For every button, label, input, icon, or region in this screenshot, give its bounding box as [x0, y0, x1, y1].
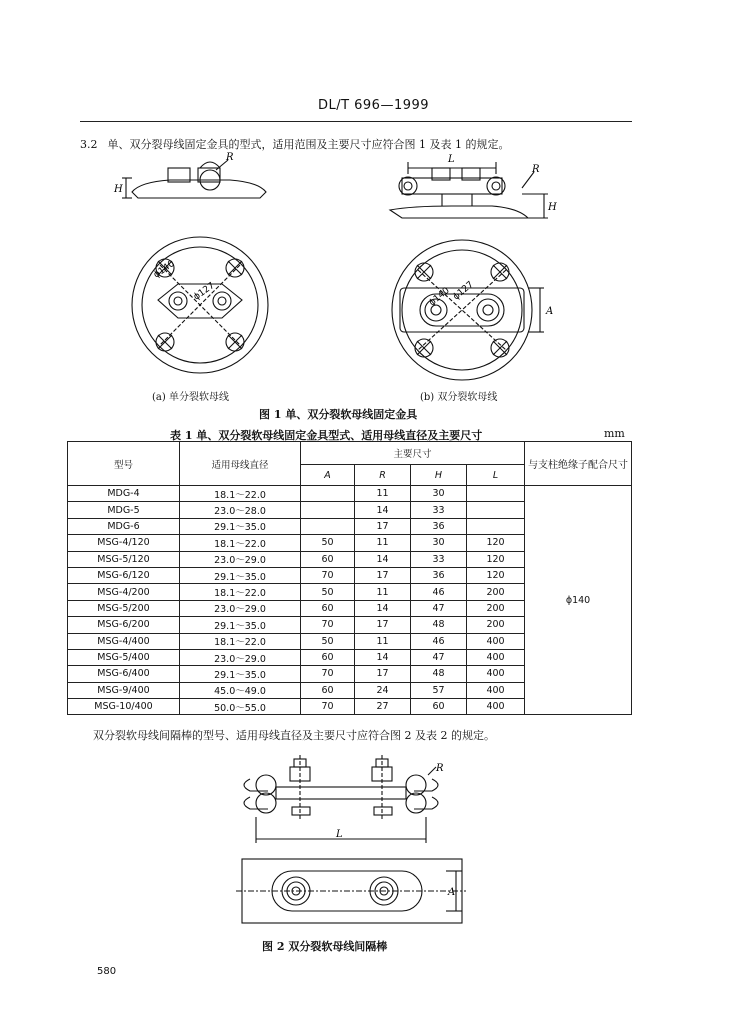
cell-h: 48 — [411, 666, 467, 682]
cell-diameter: 23.0～29.0 — [180, 600, 301, 616]
clause2-text: 双分裂软母线间隔棒的型号、适用母线直径及主要尺寸应符合图 2 及表 2 的规定。 — [93, 729, 495, 742]
cell-r: 27 — [355, 699, 411, 715]
cell-r: 17 — [355, 617, 411, 633]
cell-r: 17 — [355, 518, 411, 534]
cell-a — [301, 502, 355, 518]
cell-h: 36 — [411, 518, 467, 534]
table-row — [68, 486, 632, 502]
cell-h: 30 — [411, 535, 467, 551]
cell-diameter: 23.0～29.0 — [180, 551, 301, 567]
cell-r: 11 — [355, 584, 411, 600]
cell-l: 120 — [467, 535, 525, 551]
cell-a: 70 — [301, 617, 355, 633]
col-R: R — [355, 465, 411, 486]
fig1a-label-R: R — [226, 152, 234, 163]
cell-r: 17 — [355, 567, 411, 583]
table1-title: 表 1 单、双分裂软母线固定金具型式、适用母线直径及主要尺寸 — [170, 429, 483, 442]
fig1b-label-R: R — [532, 164, 540, 175]
figure2-drawing — [236, 755, 466, 935]
cell-model: MDG-5 — [68, 502, 180, 518]
fig1a-label-H: H — [114, 184, 123, 195]
cell-l: 200 — [467, 584, 525, 600]
fig1a-dim-127: ϕ127 — [191, 281, 217, 303]
cell-r: 17 — [355, 666, 411, 682]
cell-h: 36 — [411, 567, 467, 583]
cell-h: 33 — [411, 551, 467, 567]
cell-r: 14 — [355, 600, 411, 616]
cell-r: 11 — [355, 486, 411, 502]
cell-model: MSG-4/120 — [68, 535, 180, 551]
header-rule — [80, 121, 632, 122]
cell-model: MSG-6/200 — [68, 617, 180, 633]
cell-l — [467, 486, 525, 502]
cell-model: MSG-6/400 — [68, 666, 180, 682]
cell-r: 14 — [355, 649, 411, 665]
cell-a: 60 — [301, 649, 355, 665]
fig1b-dim-127: ϕ127 — [451, 279, 476, 303]
col-main-dims: 主要尺寸 — [301, 442, 525, 465]
cell-diameter: 29.1～35.0 — [180, 567, 301, 583]
col-A: A — [301, 465, 355, 486]
cell-diameter: 18.1～22.0 — [180, 486, 301, 502]
cell-l — [467, 518, 525, 534]
cell-a: 50 — [301, 584, 355, 600]
col-L: L — [467, 465, 525, 486]
cell-h: 33 — [411, 502, 467, 518]
cell-r: 14 — [355, 502, 411, 518]
cell-model: MSG-4/400 — [68, 633, 180, 649]
figure1-title: 图 1 单、双分裂软母线固定金具 — [259, 408, 418, 421]
cell-r: 11 — [355, 633, 411, 649]
figure2-title: 图 2 双分裂软母线间隔棒 — [262, 940, 388, 953]
cell-diameter: 18.1～22.0 — [180, 633, 301, 649]
table1 — [67, 441, 632, 715]
cell-h: 47 — [411, 600, 467, 616]
col-fitting: 与支柱绝缘子配合尺寸 — [525, 442, 632, 486]
fig2-label-A: A — [448, 887, 456, 898]
figure1a-caption: (a) 单分裂软母线 — [152, 392, 229, 403]
cell-diameter: 18.1～22.0 — [180, 535, 301, 551]
cell-a: 70 — [301, 699, 355, 715]
clause-text: 单、双分裂母线固定金具的型式，适用范围及主要尺寸应符合图 1 及表 1 的规定。 — [107, 138, 510, 151]
cell-model: MSG-10/400 — [68, 699, 180, 715]
cell-l: 400 — [467, 666, 525, 682]
cell-a — [301, 518, 355, 534]
cell-r: 14 — [355, 551, 411, 567]
cell-diameter: 50.0～55.0 — [180, 699, 301, 715]
cell-l: 400 — [467, 633, 525, 649]
cell-l — [467, 502, 525, 518]
clause-number: 3.2 — [80, 138, 98, 151]
cell-model: MSG-5/200 — [68, 600, 180, 616]
cell-diameter: 45.0～49.0 — [180, 682, 301, 698]
figure1b-caption: (b) 双分裂软母线 — [420, 392, 498, 403]
cell-l: 200 — [467, 617, 525, 633]
fig1a-dim-140: ϕ140 — [151, 259, 177, 281]
col-H: H — [411, 465, 467, 486]
cell-a: 50 — [301, 535, 355, 551]
page-header: DL/T 696—1999 — [317, 98, 430, 113]
cell-a: 50 — [301, 633, 355, 649]
cell-model: MDG-6 — [68, 518, 180, 534]
fig1b-label-L: L — [448, 154, 455, 165]
cell-h: 46 — [411, 633, 467, 649]
cell-diameter: 29.1～35.0 — [180, 617, 301, 633]
cell-r: 24 — [355, 682, 411, 698]
fig2-label-L: L — [336, 829, 343, 840]
cell-model: MSG-5/120 — [68, 551, 180, 567]
cell-h: 48 — [411, 617, 467, 633]
col-model: 型号 — [68, 442, 180, 486]
cell-diameter: 29.1～35.0 — [180, 518, 301, 534]
cell-a: 60 — [301, 600, 355, 616]
fig1b-label-H: H — [548, 202, 557, 213]
cell-h: 47 — [411, 649, 467, 665]
table1-unit: mm — [604, 427, 625, 440]
cell-l: 120 — [467, 567, 525, 583]
cell-model: MSG-5/400 — [68, 649, 180, 665]
cell-h: 46 — [411, 584, 467, 600]
cell-diameter: 29.1～35.0 — [180, 666, 301, 682]
cell-a: 60 — [301, 551, 355, 567]
cell-model: MDG-4 — [68, 486, 180, 502]
cell-a: 70 — [301, 567, 355, 583]
fig2-label-R: R — [436, 763, 444, 774]
cell-h: 57 — [411, 682, 467, 698]
cell-l: 400 — [467, 649, 525, 665]
cell-r: 11 — [355, 535, 411, 551]
cell-model: MSG-6/120 — [68, 567, 180, 583]
cell-l: 200 — [467, 600, 525, 616]
page-number: 580 — [97, 966, 117, 977]
cell-h: 30 — [411, 486, 467, 502]
fig1b-dim-140: ϕ140 — [427, 285, 452, 309]
cell-l: 400 — [467, 699, 525, 715]
fig1b-label-A: A — [546, 306, 554, 317]
cell-a: 70 — [301, 666, 355, 682]
cell-a: 60 — [301, 682, 355, 698]
figure1a-drawing — [110, 150, 290, 390]
cell-h: 60 — [411, 699, 467, 715]
figure1b-drawing — [372, 150, 562, 390]
cell-l: 120 — [467, 551, 525, 567]
cell-l: 400 — [467, 682, 525, 698]
col-diameter: 适用母线直径 — [180, 442, 301, 486]
cell-model: MSG-9/400 — [68, 682, 180, 698]
cell-diameter: 18.1～22.0 — [180, 584, 301, 600]
cell-a — [301, 486, 355, 502]
cell-diameter: 23.0～29.0 — [180, 649, 301, 665]
cell-diameter: 23.0～28.0 — [180, 502, 301, 518]
cell-fitting-value: ϕ140 — [525, 486, 632, 715]
cell-model: MSG-4/200 — [68, 584, 180, 600]
table1-body — [68, 486, 632, 715]
